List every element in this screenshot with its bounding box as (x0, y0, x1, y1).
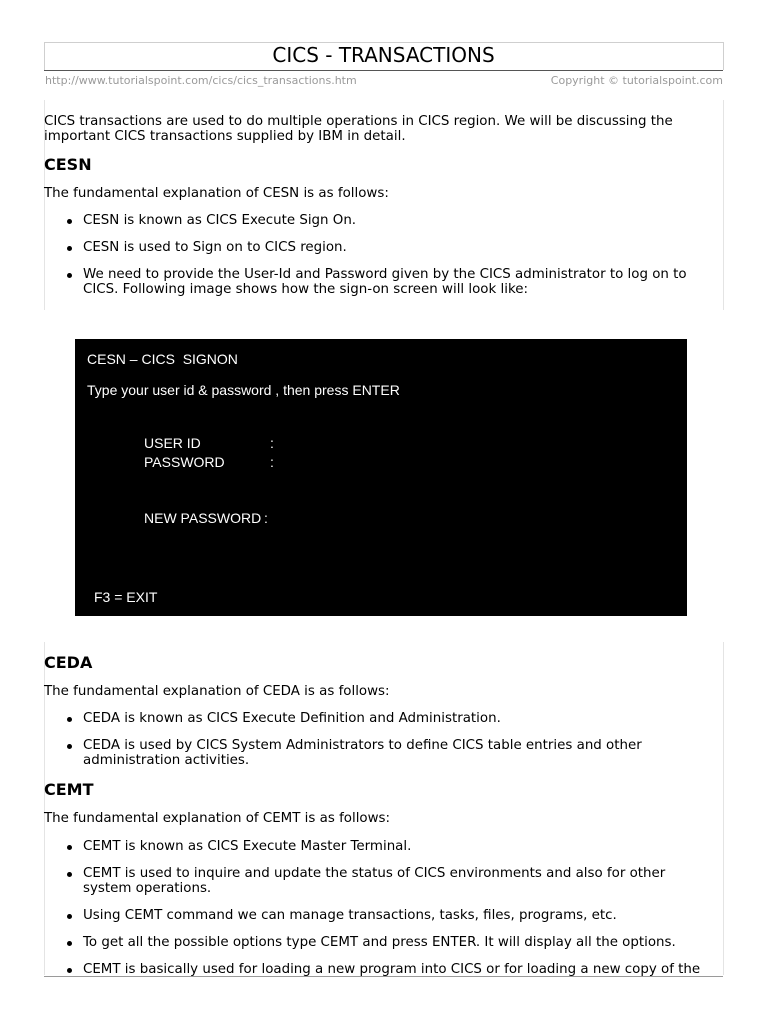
list-item: We need to provide the User-Id and Password given by the CICS administrator to log on to CICS. Following image shows how the sign-on screen will look like: (44, 267, 714, 297)
list-item: CESN is used to Sign on to CICS region. (44, 240, 714, 255)
bullet-icon (67, 246, 72, 251)
header-frame-right (723, 42, 724, 70)
list-item: CESN is known as CICS Execute Sign On. (44, 213, 714, 228)
password-colon: : (270, 454, 274, 470)
cemt-lead: The fundamental explanation of CEMT is as follows: (44, 811, 391, 826)
page-url-link[interactable]: http://www.tutorialspoint.com/cics/cics_transactions.htm (45, 74, 357, 87)
cemt-list (44, 839, 714, 977)
bullet-icon (67, 872, 72, 877)
page-title: CICS - TRANSACTIONS (272, 43, 495, 67)
bullet-icon (67, 744, 72, 749)
section-heading-cesn: CESN (44, 155, 92, 174)
exit-key-label: F3 = EXIT (94, 589, 158, 605)
page-border-right (723, 100, 724, 310)
bullet-icon (67, 845, 72, 850)
ceda-list (44, 711, 714, 768)
copyright-notice: Copyright © tutorialspoint.com (550, 74, 723, 87)
list-item: Using CEMT command we can manage transactions, tasks, files, programs, etc. (44, 908, 714, 923)
user-id-colon: : (270, 435, 274, 451)
signon-screen-title: CESN – CICS SIGNON (87, 351, 238, 367)
list-item: CEDA is known as CICS Execute Definition and Administration. (44, 711, 714, 726)
cesn-list (44, 213, 714, 297)
ceda-lead: The fundamental explanation of CEDA is as follows: (44, 684, 390, 699)
bullet-icon (67, 273, 72, 278)
bullet-icon (67, 941, 72, 946)
title-divider (44, 70, 723, 71)
section-heading-cemt: CEMT (44, 780, 94, 799)
signon-instruction: Type your user id & password , then press ENTER (87, 382, 400, 398)
intro-paragraph: CICS transactions are used to do multiple operations in CICS region. We will be discussing the important CICS transactions supplied by IBM in detail. (44, 114, 673, 144)
bullet-icon (67, 914, 72, 919)
password-label: PASSWORD (144, 454, 225, 470)
section-heading-ceda: CEDA (44, 653, 93, 672)
page-border-right-lower (723, 642, 724, 975)
bullet-icon (67, 717, 72, 722)
new-password-label: NEW PASSWORD (144, 510, 262, 526)
list-item: CEMT is used to inquire and update the status of CICS environments and also for other system operations. (44, 866, 714, 896)
list-item: To get all the possible options type CEMT and press ENTER. It will display all the options. (44, 935, 714, 950)
list-item: CEDA is used by CICS System Administrators to define CICS table entries and other administration activities. (44, 738, 714, 768)
cesn-signon-screen-image (75, 339, 687, 616)
bullet-icon (67, 968, 72, 973)
bullet-icon (67, 219, 72, 224)
new-password-colon: : (264, 510, 268, 526)
cesn-lead: The fundamental explanation of CESN is as follows: (44, 186, 389, 201)
list-item: CEMT is basically used for loading a new program into CICS or for loading a new copy of the (44, 962, 714, 977)
list-item: CEMT is known as CICS Execute Master Terminal. (44, 839, 714, 854)
user-id-label: USER ID (144, 435, 201, 451)
